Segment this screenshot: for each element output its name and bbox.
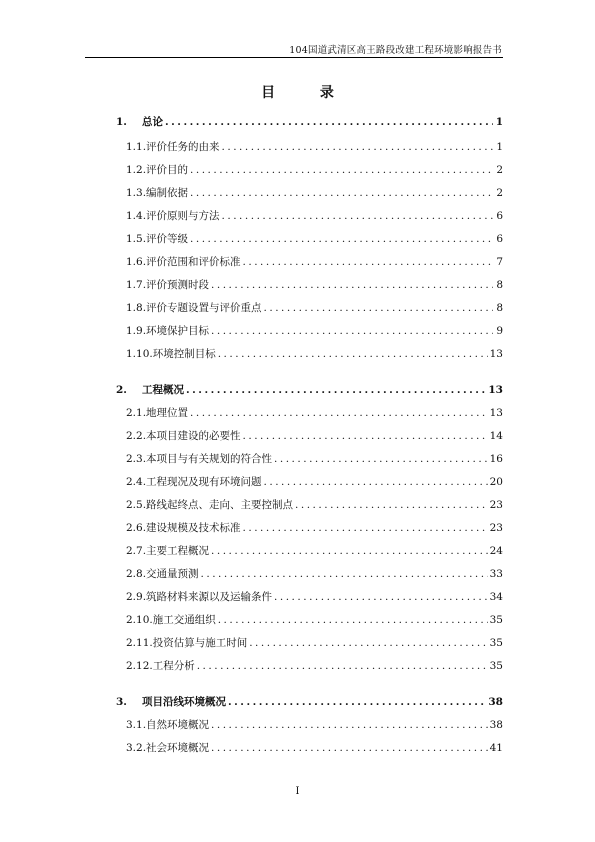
toc-dot-leader (274, 452, 488, 466)
toc-entry-page: 13 (489, 348, 503, 360)
toc-section-entry[interactable] (116, 519, 503, 535)
toc-entry-number: 3.1. (126, 719, 147, 731)
toc-dot-leader (211, 741, 488, 755)
toc-section-entry[interactable] (116, 404, 503, 420)
toc-dot-leader (190, 163, 493, 177)
toc-entry-number: 3. (116, 696, 127, 708)
toc-dot-leader (218, 613, 488, 627)
toc-dot-leader (264, 475, 488, 489)
toc-dot-leader (274, 590, 488, 604)
toc-entry-title: 评价任务的由来 (146, 141, 220, 153)
toc-entry-title: 编制依据 (146, 187, 189, 199)
toc-entry-title: 工程现况及现有环境问题 (146, 476, 262, 488)
toc-entry-title: 自然环境概况 (146, 719, 210, 731)
toc-entry-number: 2.4. (126, 476, 147, 488)
toc-entry-title: 环境保护目标 (146, 325, 210, 337)
toc-entry-number: 3.2. (126, 742, 147, 754)
toc-chapter-entry[interactable] (116, 113, 503, 129)
toc-section-entry[interactable] (116, 161, 503, 177)
toc-entry-number: 2.9. (126, 591, 147, 603)
toc-dot-leader (211, 278, 493, 292)
toc-section-entry[interactable] (116, 496, 503, 512)
toc-chapter-entry[interactable] (116, 381, 503, 397)
toc-entry-title: 工程分析 (152, 660, 195, 672)
toc-entry-title: 总论 (142, 116, 163, 128)
toc-entry-page: 23 (489, 499, 503, 511)
toc-entry-title: 评价预测时段 (146, 279, 210, 291)
toc-section-entry[interactable] (116, 657, 503, 673)
toc-entry-page: 1 (496, 141, 503, 153)
toc-section-entry[interactable] (116, 588, 503, 604)
toc-dot-leader (211, 718, 488, 732)
toc-entry-number: 2.7. (126, 545, 147, 557)
toc-dot-leader (243, 521, 488, 535)
toc-entry-number: 2.6. (126, 522, 147, 534)
toc-chapter-entry[interactable] (116, 693, 503, 709)
toc-entry-number: 1.7. (126, 279, 147, 291)
toc-section-entry[interactable] (116, 253, 503, 269)
toc-entry-page: 6 (496, 210, 503, 222)
toc-dot-leader (165, 115, 493, 129)
toc-section-entry[interactable] (116, 427, 503, 443)
toc-dot-leader (222, 209, 493, 223)
toc-dot-leader (197, 659, 488, 673)
toc-entry-title: 交通量预测 (146, 568, 199, 580)
toc-entry-title: 社会环境概况 (146, 742, 210, 754)
toc-entry-title: 评价专题设置与评价重点 (146, 302, 262, 314)
toc-entry-number: 2.1. (126, 407, 147, 419)
toc-title: 目 录 (261, 85, 354, 101)
toc-entry-number: 1.1. (126, 141, 147, 153)
toc-entry-page: 24 (489, 545, 503, 557)
toc-section-entry[interactable] (116, 611, 503, 627)
toc-entry-page: 9 (496, 325, 503, 337)
toc-section-entry[interactable] (116, 276, 503, 292)
toc-section-entry[interactable] (116, 322, 503, 338)
toc-dot-leader (222, 140, 493, 154)
toc-entry-title: 评价目的 (146, 164, 189, 176)
toc-entry-number: 2.3. (126, 453, 147, 465)
toc-entry-title: 投资估算与施工时间 (152, 637, 248, 649)
toc-entry-number: 2.10. (126, 614, 153, 626)
toc-entry-number: 2.5. (126, 499, 147, 511)
toc-entry-number: 1.10. (126, 348, 153, 360)
toc-entry-number: 1.6. (126, 256, 147, 268)
toc-entry-page: 2 (496, 187, 503, 199)
toc-entry-number: 1.4. (126, 210, 147, 222)
toc-entry-title: 主要工程概况 (146, 545, 210, 557)
toc-section-entry[interactable] (116, 634, 503, 650)
toc-entry-page: 34 (489, 591, 503, 603)
toc-entry-title: 施工交通组织 (152, 614, 216, 626)
toc-entry-number: 1. (116, 116, 127, 128)
toc-entry-number: 1.2. (126, 164, 147, 176)
toc-entry-page: 16 (489, 453, 503, 465)
toc-dot-leader (218, 347, 488, 361)
toc-entry-number: 1.3. (126, 187, 147, 199)
toc-entry-page: 35 (489, 637, 503, 649)
toc-dot-leader (249, 636, 487, 650)
toc-dot-leader (190, 232, 493, 246)
toc-entry-number: 2.11. (126, 637, 153, 649)
toc-section-entry[interactable] (116, 565, 503, 581)
toc-entry-title: 筑路材料来源以及运输条件 (146, 591, 273, 603)
toc-entry-title: 项目沿线环境概况 (142, 696, 226, 708)
toc-section-entry[interactable] (116, 450, 503, 466)
toc-entry-title: 本项目建设的必要性 (146, 430, 241, 442)
toc-dot-leader (190, 406, 488, 420)
toc-entry-title: 本项目与有关规划的符合性 (146, 453, 273, 465)
toc-dot-leader (201, 567, 488, 581)
toc-section-entry[interactable] (116, 207, 503, 223)
toc-entry-number: 1.9. (126, 325, 147, 337)
toc-entry-title: 评价原则与方法 (146, 210, 220, 222)
header-rule (85, 57, 503, 58)
toc-dot-leader (243, 429, 488, 443)
toc-entry-page: 2 (496, 164, 503, 176)
toc-entry-page: 14 (489, 430, 503, 442)
toc-section-entry[interactable] (116, 299, 503, 315)
toc-dot-leader (186, 383, 486, 397)
toc-entry-page: 38 (489, 719, 503, 731)
page-number: I (295, 786, 300, 797)
toc-dot-leader (228, 695, 486, 709)
toc-entry-page: 8 (496, 302, 503, 314)
toc-entry-page: 38 (488, 696, 503, 708)
toc-entry-number: 2.8. (126, 568, 147, 580)
toc-dot-leader (211, 544, 488, 558)
toc-dot-leader (295, 498, 488, 512)
toc-section-entry[interactable] (116, 716, 503, 732)
toc-dot-leader (190, 186, 493, 200)
toc-entry-title: 地理位置 (146, 407, 189, 419)
toc-section-entry[interactable] (116, 739, 503, 755)
toc-dot-leader (243, 255, 493, 269)
toc-entry-title: 路线起终点、走向、主要控制点 (146, 499, 294, 511)
toc-entry-page: 13 (489, 407, 503, 419)
toc-dot-leader (211, 324, 493, 338)
toc-entry-title: 工程概况 (142, 384, 184, 396)
toc-entry-title: 环境控制目标 (152, 348, 216, 360)
toc-entry-number: 2.12. (126, 660, 153, 672)
toc-entry-page: 35 (489, 614, 503, 626)
toc-entry-title: 评价范围和评价标准 (146, 256, 241, 268)
toc-entry-page: 1 (495, 116, 503, 128)
toc-entry-title: 建设规模及技术标准 (146, 522, 241, 534)
toc-section-entry[interactable] (116, 138, 503, 154)
toc-dot-leader (264, 301, 493, 315)
toc-section-entry[interactable] (116, 230, 503, 246)
toc-entry-title: 评价等级 (146, 233, 189, 245)
toc-entry-page: 13 (488, 384, 503, 396)
toc-entry-page: 23 (489, 522, 503, 534)
toc-entry-page: 33 (489, 568, 503, 580)
toc-section-entry[interactable] (116, 184, 503, 200)
toc-section-entry[interactable] (116, 473, 503, 489)
toc-entry-number: 1.8. (126, 302, 147, 314)
running-header: 104国道武清区高王路段改建工程环境影响报告书 (289, 45, 502, 56)
toc-entry-page: 8 (496, 279, 503, 291)
toc-entry-page: 20 (489, 476, 503, 488)
toc-entry-number: 1.5. (126, 233, 147, 245)
toc-entry-page: 35 (489, 660, 503, 672)
toc-section-entry[interactable] (116, 345, 503, 361)
toc-entry-page: 6 (496, 233, 503, 245)
toc-entry-number: 2. (116, 384, 127, 396)
toc-entry-number: 2.2. (126, 430, 147, 442)
toc-entry-page: 41 (489, 742, 503, 754)
toc-entry-page: 7 (496, 256, 503, 268)
toc-section-entry[interactable] (116, 542, 503, 558)
